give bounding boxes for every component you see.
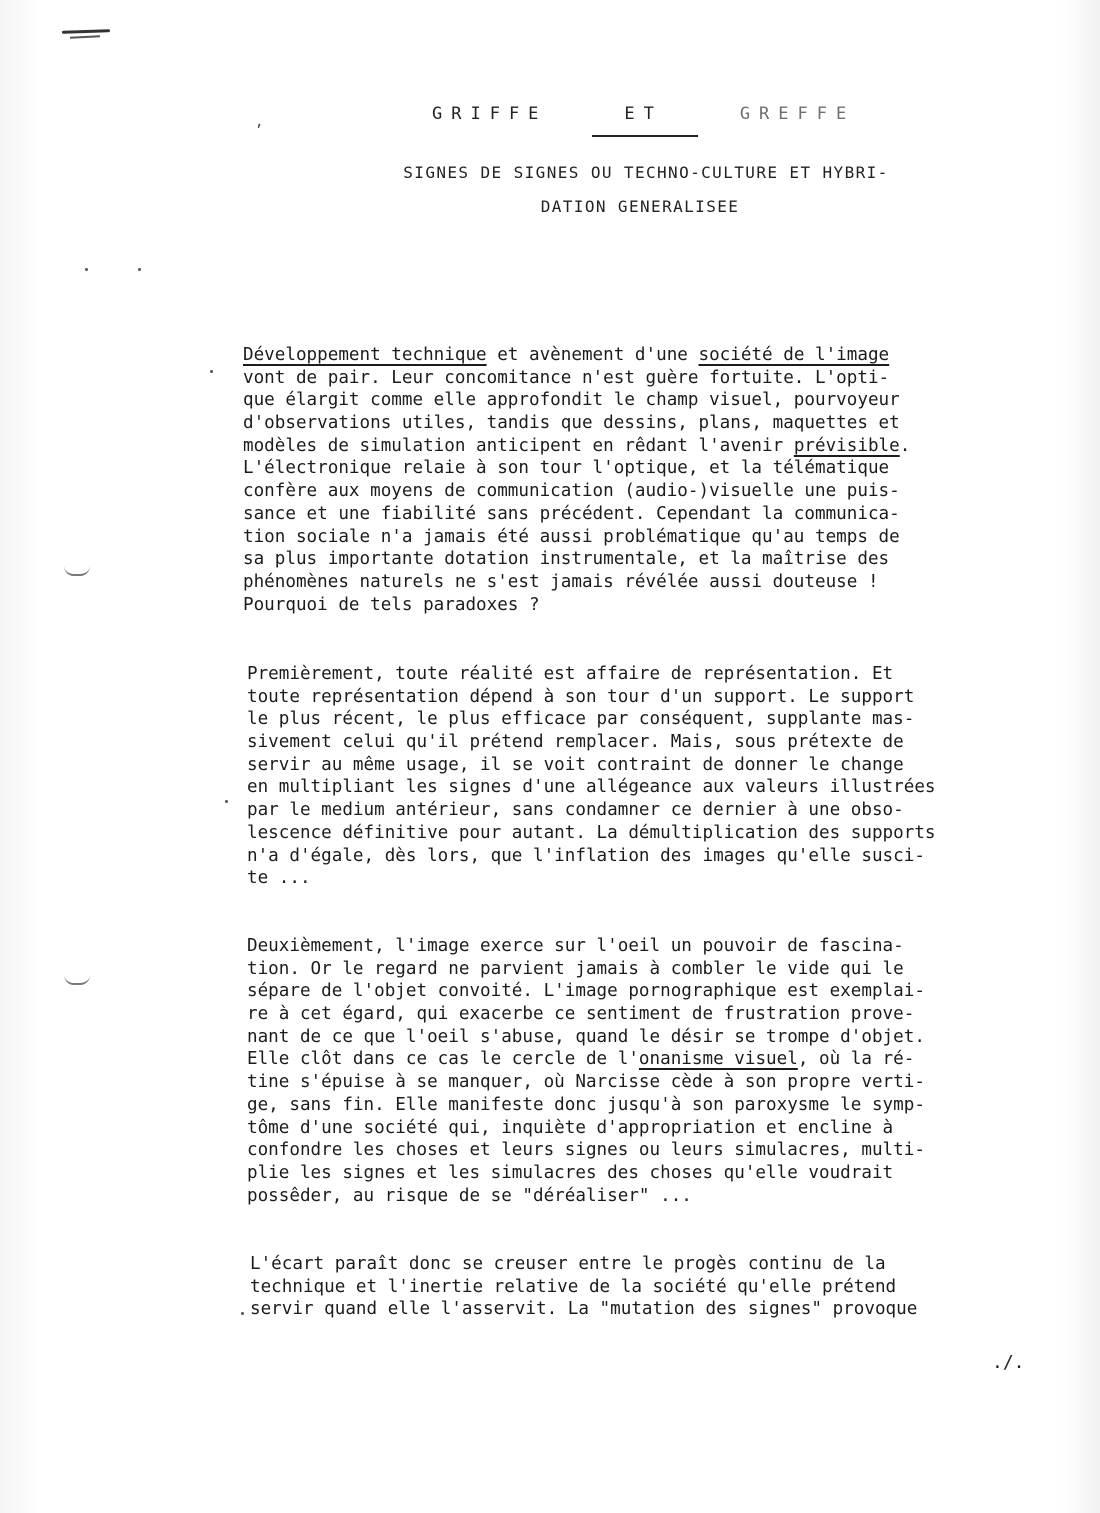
text-line: sa plus importante dotation instrumentale, et la maîtrise des <box>243 549 890 570</box>
speck <box>85 268 88 271</box>
text-line: plie les signes et les simulacres des choses qu'elle voudrait <box>247 1162 894 1183</box>
text-line: tion sociale n'a jamais été aussi problématique qu'au temps de <box>243 526 900 547</box>
text-line: Premièrement, toute réalité est affaire de représentation. Et <box>247 664 894 684</box>
underlined-phrase: société de l'image <box>698 345 890 365</box>
speck <box>241 1312 244 1315</box>
text-line: modèles de simulation anticipent en rêdant l'avenir prévisible. <box>243 435 911 456</box>
text-line: confère aux moyens de communication (audio-)visuelle une puis- <box>243 481 900 502</box>
text-line: sépare de l'objet convoité. L'image pornographique est exemplai- <box>247 981 925 1002</box>
text-line: te ... <box>247 868 311 889</box>
paragraph-2 <box>247 663 1077 890</box>
paragraph-4 <box>250 1253 1080 1321</box>
text-line: en multipliant les signes d'une allégeance aux valeurs illustrées <box>247 777 936 798</box>
pen-mark-secondary <box>70 35 100 39</box>
title-word-greffe: GREFFE <box>739 104 856 124</box>
text-line: d'observations utiles, tandis que dessins, plans, maquettes et <box>243 413 900 434</box>
punch-hole-mark <box>64 566 90 576</box>
text-line: lescence définitive pour autant. La démultiplication des supports <box>247 822 936 843</box>
subtitle-line-1: SIGNES DE SIGNES OU TECHNO-CULTURE ET HYBRI- <box>403 163 889 182</box>
text-line: servir au même usage, il se voit contraint de donner le change <box>247 754 904 775</box>
text-line: n'a d'égale, dès lors, que l'inflation des images qu'elle susci- <box>247 845 925 866</box>
text-line: Développement technique et avènement d'une société de l'image <box>243 345 890 365</box>
text-line: toute représentation dépend à son tour d'un support. Le support <box>247 686 915 707</box>
paragraph-1 <box>243 344 1073 616</box>
subtitle-line-2: DATION GENERALISEE <box>540 197 740 216</box>
text-line: tine s'épuise à se manquer, où Narcisse cède à son propre verti- <box>247 1072 925 1093</box>
title-underline <box>592 135 698 137</box>
text-line: par le medium antérieur, sans condamner ce dernier à une obso- <box>247 800 904 821</box>
underlined-phrase: prévisible <box>793 435 900 456</box>
text-line: confondre les choses et leurs signes ou leurs simulacres, multi- <box>247 1140 925 1161</box>
margin-tick: , <box>255 114 264 130</box>
title-word-et: ET <box>624 104 663 124</box>
punch-hole-mark <box>64 975 90 985</box>
text-line: Deuxièmement, l'image exerce sur l'oeil un pouvoir de fascina- <box>247 936 904 956</box>
underlined-phrase: onanisme visuel <box>638 1049 798 1070</box>
speck <box>138 268 141 271</box>
text-line: que élargit comme elle approfondit le champ visuel, pourvoyeur <box>243 390 900 411</box>
underlined-phrase: Développement technique <box>243 345 487 365</box>
text-line: nant de ce que l'oeil s'abuse, quand le désir se trompe d'objet. <box>247 1026 925 1047</box>
text-line: sance et une fiabilité sans précédent. Cependant la communica- <box>243 503 900 524</box>
text-line: sivement celui qu'il prétend remplacer. Mais, sous prétexte de <box>247 732 904 753</box>
text-line: le plus récent, le plus efficace par conséquent, supplante mas- <box>247 709 915 730</box>
text-line: possêder, au risque de se "déréaliser" ... <box>247 1185 692 1206</box>
text-line: vont de pair. Leur concomitance n'est guère fortuite. L'opti- <box>243 367 890 388</box>
speck <box>225 800 228 803</box>
speck <box>210 370 213 373</box>
text-line: L'électronique relaie à son tour l'optique, et la télématique <box>243 458 890 479</box>
page-title <box>432 104 855 124</box>
pen-mark <box>62 29 110 34</box>
text-line: Pourquoi de tels paradoxes ? <box>243 594 540 615</box>
text-line: tôme d'une société qui, inquiète d'appropriation et encline à <box>247 1117 894 1138</box>
text-line: servir quand elle l'asservit. La "mutation des signes" provoque <box>250 1299 918 1320</box>
text-line: technique et l'inertie relative de la société qu'elle prétend <box>250 1276 897 1297</box>
title-word-griffe: GRIFFE <box>432 104 548 124</box>
text-line: L'écart paraît donc se creuser entre le progès continu de la <box>250 1254 886 1274</box>
text-line: phénomènes naturels ne s'est jamais révélée aussi douteuse ! <box>243 571 879 592</box>
text-line: tion. Or le regard ne parvient jamais à combler le vide qui le <box>247 958 904 979</box>
text-line: Elle clôt dans ce cas le cercle de l'onanisme visuel, où la ré- <box>247 1049 915 1070</box>
text-line: ge, sans fin. Elle manifeste donc jusqu'à son paroxysme le symp- <box>247 1094 925 1115</box>
paragraph-3 <box>247 935 1077 1207</box>
continuation-mark: ./. <box>992 1352 1025 1373</box>
text-line: re à cet égard, qui exacerbe ce sentiment de frustration prove- <box>247 1004 915 1025</box>
